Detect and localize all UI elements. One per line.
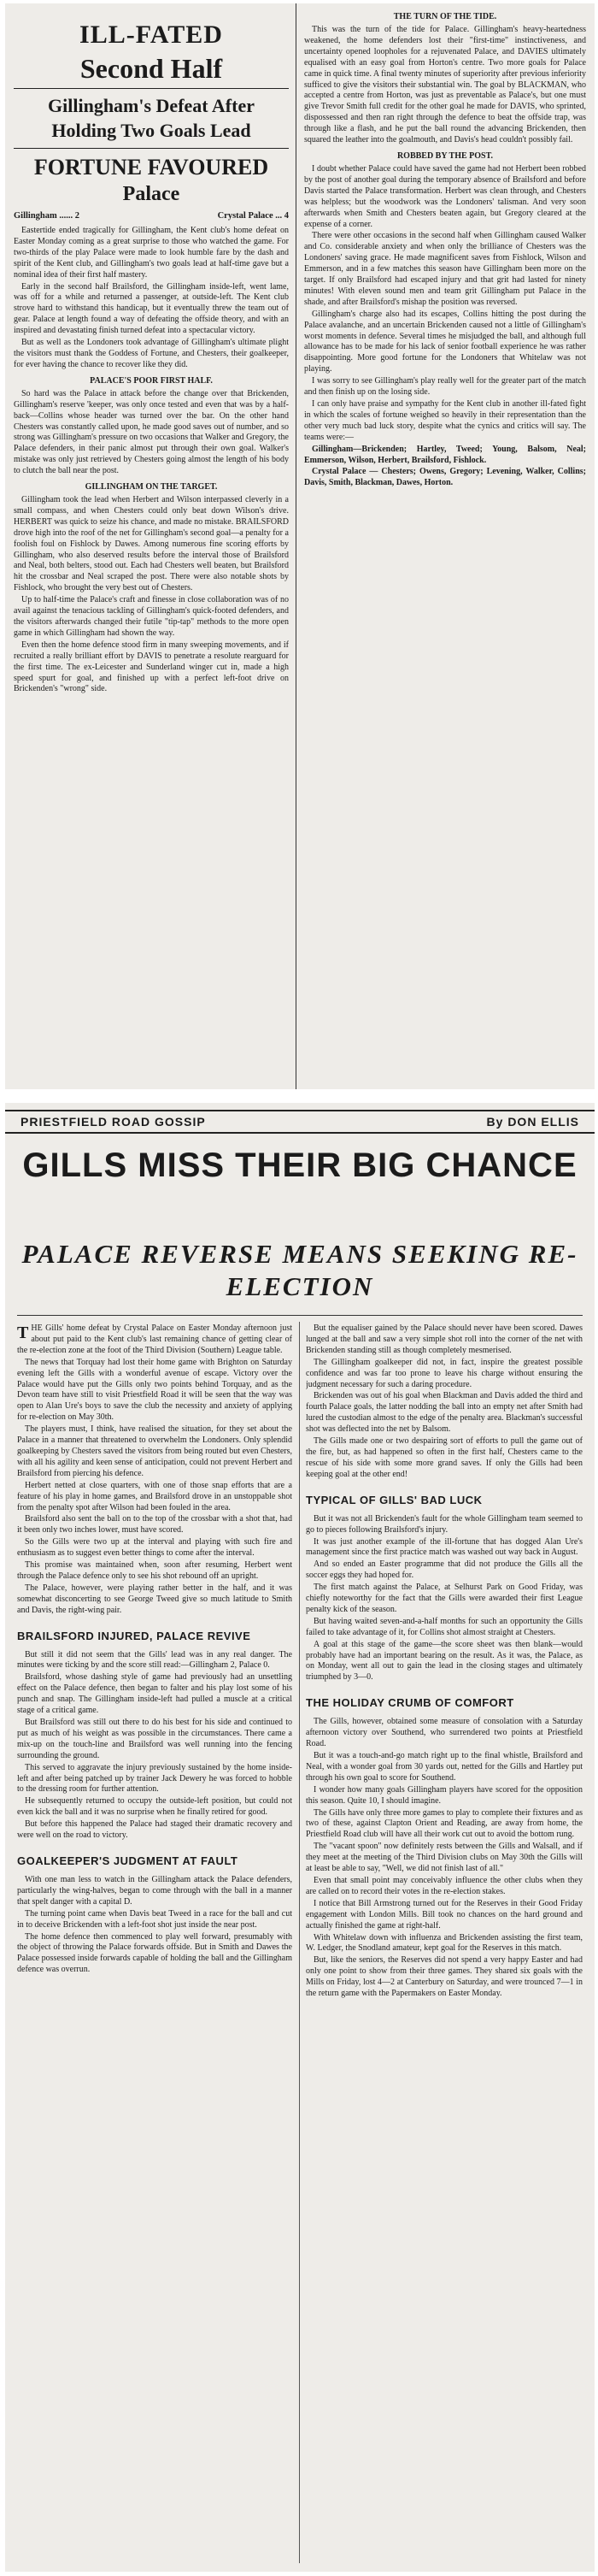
paragraph: The Gills, however, obtained some measure of consolation with a Saturday afternoon victory over Southend, who surrendered two points at Priestfield Road.	[306, 1717, 583, 1749]
paragraph: He subsequently returned to occupy the outside-left position, but could not even kick the ball and it was no surprise when he finally retired for good.	[17, 1796, 292, 1818]
paragraph: But still it did not seem that the Gills' lead was in any real danger. The minutes were ticking by and the score still read:—Gillingham 2, Palace 0.	[17, 1649, 292, 1671]
column-title: PRIESTFIELD ROAD GOSSIP	[21, 1115, 206, 1129]
paragraph: The turning point came when Davis beat Tweed in a race for the ball and cut in to deceive Brickenden with a left-foot shot just inside the near post.	[17, 1908, 292, 1930]
subheading-turn-of-tide: THE TURN OF THE TIDE.	[393, 12, 497, 21]
paragraph: The Gills have only three more games to play to complete their fixtures and as two of these, against Clapton Orient and Reading, are away from home, the Priestfield Road club will have all their work cut out to avoid the bottom rung.	[306, 1807, 583, 1840]
column-banner	[5, 1110, 595, 1134]
paragraph: The players must, I think, have realised the situation, for they set about the Palace in a manner that threatened to overwhelm the Londoners. Only splendid goalkeeping by Chesters saved the visitors from being routed but even Chesters, with all his agility and keen sense of anticipation, could not prevent Herbert and Brailsford from piercing his defence.	[17, 1424, 292, 1478]
paragraph: Gillingham's charge also had its escapes, Collins hitting the post during the Palace avalanche, and an uncertain Brickenden caused not a little of Gillingham's worst moments in defence. Several times he misjudged the ball, and although full allowance has to be made for his lack of senior football experience he was rather disappointing. More good fortune for the Londoners that Whitelaw was not playing.	[304, 309, 586, 374]
paragraph: I can only have praise and sympathy for the Kent club in another ill-fated fight in which the scales of fortune weighed so heavily in their representation than the other very much bad luck story, despite what the cynics and critics will say. The teams were:—	[304, 399, 586, 442]
paragraph: There were other occasions in the second half when Gillingham caused Walker and Co. considerable anxiety and when only the brilliance of Chesters was the Londoners' saving grace. He made magnificent saves from Fishlock, Wilson and Emmerson, and in a few matches this season have Gillingham been more on the target. If only Brailsford had escaped injury and that grit had lasted for ninety minutes! With eleven sound men and team grit Gillingham put Palace in the shade, and after Brailsford's mishap the position was reversed.	[304, 231, 586, 307]
headline-palace: Palace	[122, 183, 180, 205]
paragraph: With one man less to watch in the Gillingham attack the Palace defenders, particularly the wing-halves, began to come through with the ball in a manner that spelt danger with a capital D.	[17, 1874, 292, 1907]
paragraph: The news that Torquay had lost their home game with Brighton on Saturday evening left the Gills with a wonderful avenue of escape. Victory over the Palace would have put the Gills only two points behind Torquay, and as the Devon team have still to visit Priestfield Road it will be seen that the way was open to Alan Ure's boys to save the club the necessity and anxiety of applying for re-election on May 30th.	[17, 1357, 292, 1423]
subheading-bad-luck: TYPICAL OF GILLS' BAD LUCK	[306, 1493, 483, 1506]
headline-second-half: Second Half	[79, 53, 223, 84]
paragraph: Even then the home defence stood firm in many sweeping movements, and if recruited a really brilliant effort by DAVIS to penetrate a resolute rearguard for the first time. The ex-Leicester and Sunderland winger cut in, made a high speed spurt for goal, and finished up with a perfect left-foot drive on Brickenden's "wrong" side.	[14, 640, 289, 694]
rule	[14, 148, 289, 149]
left-column	[17, 1323, 292, 1977]
paragraph: The home defence then commenced to play well forward, presumably with the object of throwing the Palace forwards offside. But in Smith and Dawes the Palace possessed inside forwards capable of holding the ball and the Gillingham defence was overrun.	[17, 1931, 292, 1975]
clipping-match-report	[5, 3, 595, 1089]
subheading-goalkeeper-judgment: GOALKEEPER'S JUDGMENT AT FAULT	[17, 1854, 238, 1867]
paragraph: The Gillingham goalkeeper did not, in fact, inspire the greatest possible confidence and was far too prone to leave his charge without ensuring the judgment necessary for such a daring procedure.	[306, 1357, 583, 1389]
deck-headline: PALACE REVERSE MEANS SEEKING RE-ELECTION	[21, 1239, 578, 1301]
paragraph: And so ended an Easter programme that did not produce the Gills all the soccer eggs they had hoped for.	[306, 1559, 583, 1581]
paragraph: With Whitelaw down with influenza and Brickenden assisting the first team, W. Ledger, the Snodland amateur, kept goal for the Reserves in this match.	[306, 1932, 583, 1954]
subheading-robbed-by-post: ROBBED BY THE POST.	[396, 150, 494, 161]
main-headline: GILLS MISS THEIR BIG CHANCE	[22, 1147, 577, 1184]
paragraph: I notice that Bill Armstrong turned out for the Reserves in their Good Friday engagement with London Mills. Bill took no chances on the hard ground and actually finished the game at right-half.	[306, 1898, 583, 1931]
drop-cap: T	[17, 1323, 29, 1342]
subheading-crumb-of-comfort: THE HOLIDAY CRUMB OF COMFORT	[306, 1696, 514, 1710]
paragraph: Brailsford, whose dashing style of game had previously had an unsettling effect on the Palace defence, then began to falter and his play lost some of his punch and snap. The Gillingham inside-left had pulled a muscle at a critical stage of a critical game.	[17, 1672, 292, 1716]
paragraph: But Brailsford was still out there to do his best for his side and continued to put as much of his weight as was possible in the circumstances. There came a mix-up on the touch-line and Brailsford was well running into the fencing surrounding the ground.	[17, 1718, 292, 1760]
right-column	[304, 12, 586, 490]
paragraph: I was sorry to see Gillingham's play really well for the greater part of the match and then finish up on the losing side.	[304, 376, 586, 398]
paragraph: Up to half-time the Palace's craft and finesse in close collaboration was of no avail against the tenacious tackling of Gillingham's quick-footed defenders, and the visitors afterwards changed their futile "tip-tap" methods to the more open game in which Gillingham had shown the way.	[14, 595, 289, 638]
paragraph: It was just another example of the ill-fortune that has dogged Alan Ure's management since the first practice match was washed out way back in August.	[306, 1536, 583, 1558]
column-divider	[299, 1322, 300, 2563]
paragraph: This promise was maintained when, soon after resuming, Herbert went through the Palace defence only to see his shot rebound off an upright.	[17, 1560, 292, 1581]
headline-defeat: Gillingham's Defeat After Holding Two Goals Lead	[48, 95, 255, 141]
subheading-on-target: GILLINGHAM ON THE TARGET.	[85, 482, 218, 492]
paragraph: A goal at this stage of the game—the score sheet was then blank—would probably have had an important bearing on the result. As it was, the Palace, as on Monday, went all out to gain the lead in the closing stages and ultimately triumphed by 3—0.	[306, 1639, 583, 1683]
paragraph: But, like the seniors, the Reserves did not spend a very happy Easter and had only one point to show from their three games. They shared six goals with the Mills on Friday, lost 4—2 at Canterbury on Saturday, and were trounced 7—1 in the return game with the Papermakers on Easter Monday.	[306, 1955, 583, 1999]
paragraph: But it was a touch-and-go match right up to the final whistle, Brailsford and Neal, with a wonder goal from 30 yards out, netted for the Gills and Hartley put through his own goal to score for Southend.	[306, 1751, 583, 1783]
headline-fortune: FORTUNE FAVOURED	[33, 155, 269, 180]
team-palace: Crystal Palace — Chesters; Owens, Gregory; Levening, Walker, Collins; Davis, Smith, Blackman, Dawes, Horton.	[304, 467, 586, 488]
paragraph: So hard was the Palace in attack before the change over that Brickenden, Gillingham's reserve 'keeper, was only once tested and even that was by a half-back—Collins whose header was turned over the bar. On the other hand Chesters was constantly called upon, he made good saves out of number, and so strong was Gillingham's pressure on two occasions that Walker and Gregory, the Palace defenders, in their panic almost put through their own goal. Walker's mistake was only just retrieved by Chesters going almost the length of his body to clutch the ball near the post.	[14, 388, 289, 476]
paragraph: Even that small point may conceivably influence the other clubs when they are called on to record their votes in the re-election stakes.	[306, 1875, 583, 1896]
paragraph: Brickenden was out of his goal when Blackman and Davis added the third and fourth Palace goals, the latter nodding the ball into an empty net after Smith had lured the custodian almost to the edge of the penalty area. Blackman's successful shot was deflected into the net by Balsom.	[306, 1391, 583, 1435]
paragraph: But it was not all Brickenden's fault for the whole Gillingham team seemed to go to pieces following Brailsford's injury.	[306, 1513, 583, 1535]
right-column	[306, 1323, 583, 2001]
team-gillingham: Gillingham—Brickenden; Hartley, Tweed; Young, Balsom, Neal; Emmerson, Wilson, Herbert, Brailsford, Fishlock.	[304, 444, 586, 465]
paragraph: The "vacant spoon" now definitely rests between the Gills and Walsall, and if they meet at the meeting of the Third Division clubs on May 30th the Gills will at least be able to say, "Well, we did not finish last of all."	[306, 1842, 583, 1874]
paragraph: Gillingham took the lead when Herbert and Wilson interpassed cleverly in a small compass, and when Chesters could only beat down Wilson's drive. HERBERT was quick to seize his chance, and made no mistake. BRAILSFORD drove high into the roof of the net for Gillingham's second goal—a penalty for a foolish foul on Fishlock by Dawes. Among numerous fine scoring efforts by Gillingham, who also deserved results before the interval those of Brailsford and Neal, both belters, stood out. Each had Chesters well beaten, but Brailsford hit the crossbar and Neal scraped the post. There were also notable shots by Fishlock, who brought the very best out of Chesters.	[14, 495, 289, 593]
rule	[14, 88, 289, 89]
paragraph: But before this happened the Palace had staged their dramatic recovery and were well on the road to victory.	[17, 1819, 292, 1841]
paragraph: Brailsford also sent the ball on to the top of the crossbar with a shot that, had it been only two inches lower, must have scored.	[17, 1514, 292, 1536]
headline-ill-fated: ILL-FATED	[79, 21, 223, 49]
byline: By DON ELLIS	[486, 1115, 579, 1129]
left-column	[14, 3, 289, 696]
lead-paragraph: THE Gills' home defeat by Crystal Palace on Easter Monday afternoon just about put paid to the Kent club's last remaining chance of getting clear of the re-election zone at the foot of the Third Division (Southern) League table.	[17, 1323, 292, 1355]
paragraph: But having waited seven-and-a-half months for such an opportunity the Gills failed to take advantage of it, for Collins shot almost straight at Chesters.	[306, 1616, 583, 1637]
paragraph: Eastertide ended tragically for Gillingham, the Kent club's home defeat on Easter Monday coming as a great surprise to those who watched the game. For two-thirds of the play Palace were made to look humble fare by the dash and spirit of the Kent club, and Gillingham's two goals lead at half-time gave but a nominal idea of their first half mastery.	[14, 226, 289, 280]
score-palace: Crystal Palace ... 4	[217, 211, 289, 221]
score-line	[14, 211, 289, 221]
subheading-poor-first-half: PALACE'S POOR FIRST HALF.	[90, 375, 213, 386]
paragraph: So the Gills were two up at the interval and playing with such fire and enthusiasm as to suggest even better things to come after the interval.	[17, 1537, 292, 1559]
score-gillingham: Gillingham ...... 2	[14, 211, 80, 221]
paragraph: I doubt whether Palace could have saved the game had not Herbert been robbed by the post of another goal during the temporary absence of Brailsford and before Davis started the Palace transformation. Herbert was clean through, and Chesters was helpless; but the woodwork was the Londoners' talisman. And very soon afterwards when Smith and Chesters beaten again, but Gregory cleared at the expense of a corner.	[304, 163, 586, 229]
paragraph: But as well as the Londoners took advantage of Gillingham's ultimate plight the visitors must thank the Goddess of Fortune, and Chesters, their goalkeeper, for ever having the chance to recover like they did.	[14, 338, 289, 369]
subheading-brailsford-injured: BRAILSFORD INJURED, PALACE REVIVE	[17, 1629, 251, 1642]
paragraph: Early in the second half Brailsford, the Gillingham inside-left, went lame, was off for a while and returned a passenger, at outside-left. The Kent club strove hard to withstand this handicap, but it eventually threw the team out of gear. Palace at length found a way of defeating the offside theory, and with an inspired and devastating finish turned defeat into a spectacular victory.	[14, 281, 289, 336]
paragraph: The Gills made one or two despairing sort of efforts to pull the game out of the fire, but, as had happened so often in the first half, Chesters came to the rescue of his side with some more grand saves. If only the Gills had been keeping goal at the other end!	[306, 1436, 583, 1479]
paragraph: But the equaliser gained by the Palace should never have been scored. Dawes lunged at the ball and saw a very simple shot roll into the corner of the net with Brickenden standing still as though completely mesmerised.	[306, 1323, 583, 1355]
clipping-gossip-column	[5, 1103, 595, 2572]
paragraph: I wonder how many goals Gillingham players have scored for the opposition this season. Quite 10, I should imagine.	[306, 1784, 583, 1806]
intro-paragraphs	[14, 226, 289, 371]
paragraph: The Palace, however, were playing rather better in the half, and it was somewhat disconcerting to see George Tweed give so much latitude to Smith and Davis, the right-wing pair.	[17, 1583, 292, 1615]
paragraph: The first match against the Palace, at Selhurst Park on Good Friday, was chiefly noteworthy for the fact that the Gills were awarded their first League penalty kick of the season.	[306, 1583, 583, 1614]
paragraph: Herbert netted at close quarters, with one of those snap efforts that are a feature of his play in home games, and Brailsford drove in an unstoppable shot from the penalty spot after Wilson had been fouled in the area.	[17, 1480, 292, 1512]
paragraph: This was the turn of the tide for Palace. Gillingham's heavy-heartedness weakened, the home defenders lost their "first-time" instinctiveness, and uncertainty opened loopholes for a rejuvenated Palace, and DAVIES ultimately equalised with an easy goal from Horton's centre. Two more goals for Palace came in quick time. A final twenty minutes of superiority after previous inferiority sufficed to give the visitors their substantial win. The goal by BLACKMAN, who accepted a centre from Horton, was just as preventable as Palace's, but one must give Trevor Smith full credit for the other goal he made for DAVIS, who sprinted, dispossessed and then ran right through the defence to beat the offside trap, was through like a flash, and he put the ball round the advancing Brickenden, then squared the leather into the goalmouth, and Davis's head couldn't possibly fail.	[304, 25, 586, 145]
paragraph: This served to aggravate the injury previously sustained by the home inside-left and after being patched up by trainer Jack Dewery he was forced to hobble to the dressing room for further attention.	[17, 1762, 292, 1795]
rule	[17, 1315, 583, 1316]
